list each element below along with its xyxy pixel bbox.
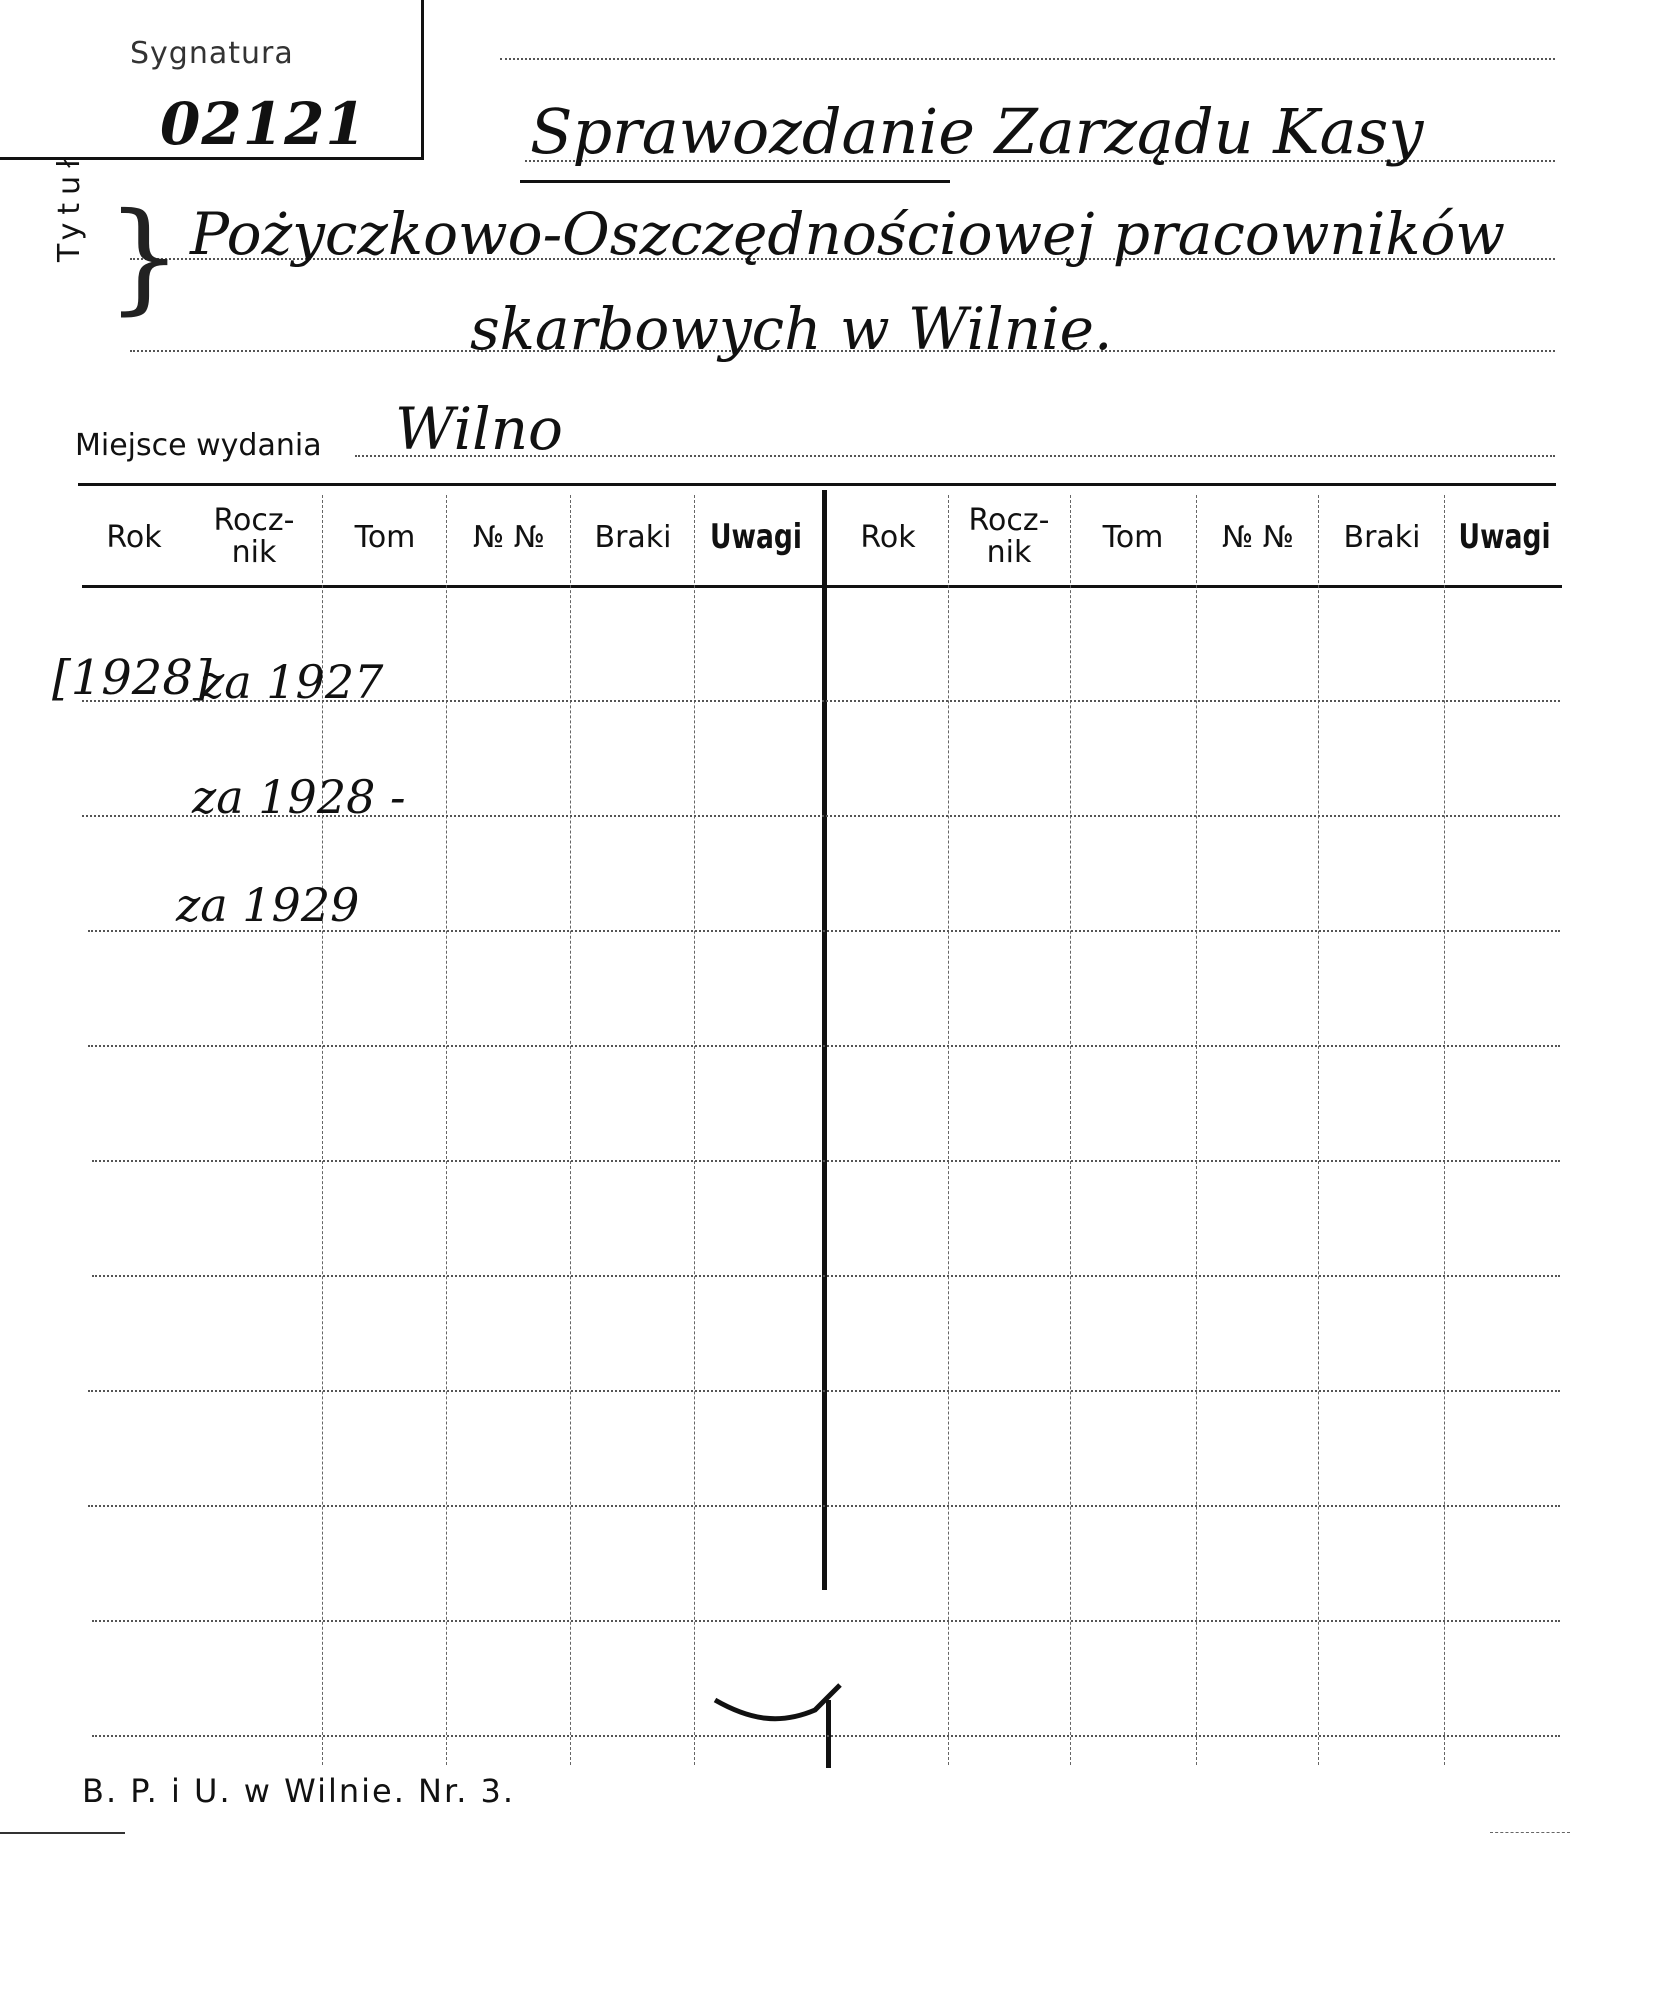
entry-1-rok: [1928] — [52, 650, 212, 706]
header-tom-right: Tom — [1102, 520, 1164, 555]
header-rocznik-left — [192, 505, 316, 568]
signature-label: Sygnatura — [130, 36, 294, 71]
header-rocznik-right-text: Rocz- nik — [968, 503, 1050, 570]
header-rok-right: Rok — [860, 520, 916, 555]
bottom-edge-mark-left — [0, 1832, 125, 1834]
header-rok-left: Rok — [106, 520, 162, 555]
title-line-1: Sprawozdanie Zarządu Kasy — [530, 95, 1424, 168]
header-uwagi-left: Uwagi — [709, 517, 803, 557]
entry-1-rocznik: za 1927 — [200, 655, 384, 709]
ink-mark — [710, 1680, 850, 1740]
entry-2-rocznik: za 1928 - — [192, 770, 406, 824]
col-divider-r4 — [1318, 495, 1319, 1765]
bottom-edge-mark-right — [1490, 1832, 1570, 1833]
footer-imprint: B. P. i U. w Wilnie. Nr. 3. — [82, 1772, 516, 1810]
header-rocznik-left-text: Rocz- nik — [213, 503, 295, 570]
header-numbers-left: № № — [473, 520, 545, 555]
header-numbers-right: № № — [1222, 520, 1294, 555]
table-top-rule — [78, 483, 1556, 486]
signature-number: 02121 — [160, 90, 367, 158]
header-rocznik-right — [950, 505, 1068, 568]
col-divider-r3 — [1196, 495, 1197, 1765]
place-label: Miejsce wydania — [75, 428, 322, 463]
title-line-3: skarbowych w Wilnie. — [470, 295, 1113, 363]
header-uwagi-right: Uwagi — [1458, 517, 1551, 557]
col-divider-l3 — [570, 495, 571, 1765]
entry-3-rocznik: za 1929 — [176, 878, 360, 932]
header-tom-left: Tom — [354, 520, 416, 555]
title-brace: } — [106, 188, 183, 327]
col-divider-l2 — [446, 495, 447, 1765]
title-side-label: Tytuł — [52, 151, 87, 262]
header-braki-right: Braki — [1343, 520, 1421, 555]
place-value: Wilno — [395, 395, 563, 463]
row-line — [92, 1275, 1560, 1277]
col-divider-r1 — [948, 495, 949, 1765]
col-divider-r5 — [1444, 495, 1445, 1765]
title-dotline-0 — [500, 58, 1555, 60]
col-divider-l4 — [694, 495, 695, 1765]
header-braki-left: Braki — [594, 520, 672, 555]
row-line — [88, 1045, 1560, 1047]
col-divider-r2 — [1070, 495, 1071, 1765]
title-underline — [520, 180, 950, 183]
row-line — [92, 1160, 1560, 1162]
title-line-2: Pożyczkowo-Oszczędnościowej pracowników — [190, 200, 1506, 268]
table-center-divider — [822, 490, 827, 1590]
row-line — [88, 1505, 1560, 1507]
row-line — [88, 1390, 1560, 1392]
row-line — [92, 1620, 1560, 1622]
